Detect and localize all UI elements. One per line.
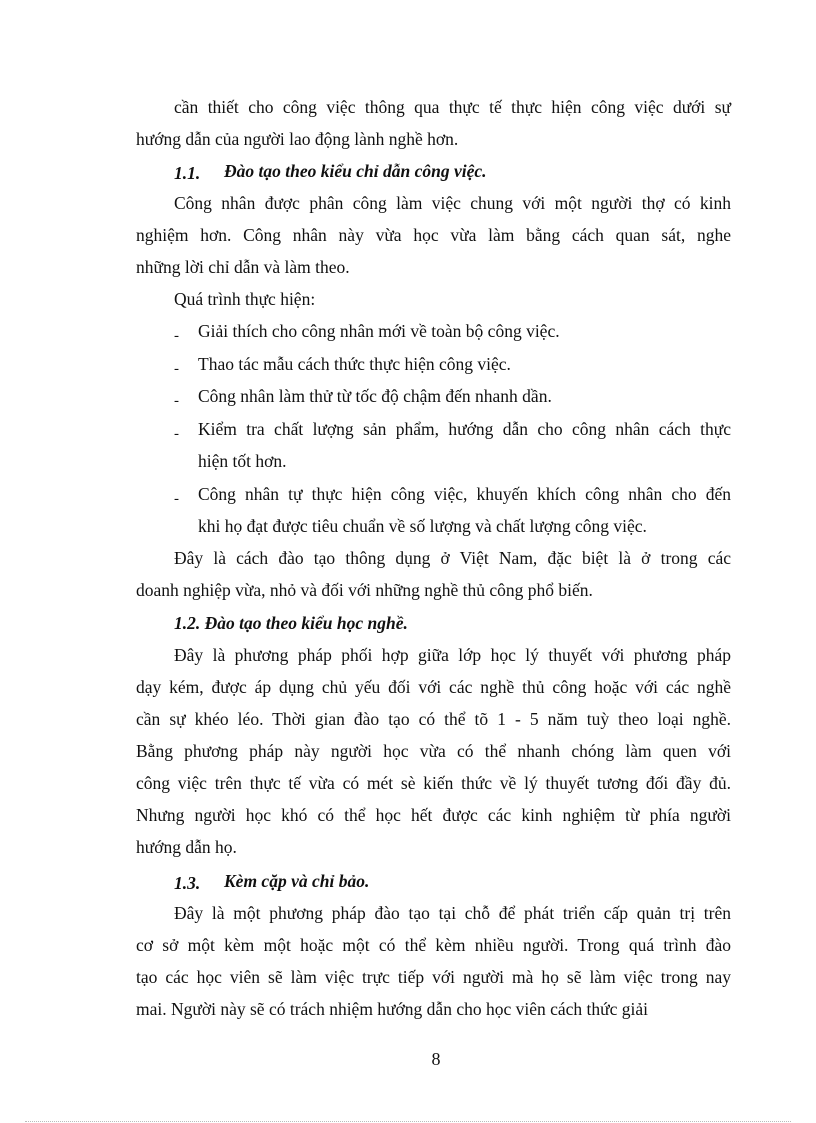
list-item-continuation: hiện tốt hơn.	[198, 451, 287, 471]
bullet-marker: -	[174, 393, 179, 409]
para-line: Bằng phương pháp này người học vừa có thể nhanh chóng làm quen với	[136, 741, 731, 761]
list-item: Công nhân tự thực hiện công việc, khuyến khích công nhân cho đến	[198, 484, 731, 504]
section-heading-title: Kèm cặp và chỉ bảo.	[224, 871, 370, 891]
para-line: doanh nghiệp vừa, nhỏ và đối với những nghề thủ công phổ biến.	[136, 580, 593, 600]
para-line: mai. Người này sẽ có trách nhiệm hướng dẫn cho học viên cách thức giải	[136, 999, 649, 1019]
para-line: Quá trình thực hiện:	[174, 289, 316, 309]
para-line: cần thiết cho công việc thông qua thực tế thực hiện công việc dưới sự	[174, 97, 731, 117]
para-line: Đây là một phương pháp đào tạo tại chỗ để phát triển cấp quản trị trên	[174, 903, 731, 923]
para-line: Nhưng người học khó có thể học hết được các kinh nghiệm từ phía người	[136, 805, 731, 825]
page-bottom-divider	[25, 1121, 791, 1122]
page-number: 8	[431, 1049, 441, 1069]
section-heading-number: 1.1.	[174, 163, 201, 183]
para-line: hướng dẫn của người lao động lành nghề hơn.	[136, 129, 459, 149]
para-line: Công nhân được phân công làm việc chung với một người thợ có kinh	[174, 193, 731, 213]
section-heading: 1.2. Đào tạo theo kiểu học nghề.	[174, 613, 408, 633]
list-item: Giải thích cho công nhân mới về toàn bộ công việc.	[198, 321, 560, 341]
list-item: Thao tác mẫu cách thức thực hiện công việc.	[198, 354, 511, 374]
para-line: những lời chỉ dẫn và làm theo.	[136, 257, 350, 277]
section-heading-title: Đào tạo theo kiểu chỉ dẫn công việc.	[224, 161, 487, 181]
bullet-marker: -	[174, 328, 179, 344]
para-line: dạy kém, được áp dụng chủ yếu đối với các nghề thủ công hoặc với các nghề	[136, 677, 731, 697]
para-line: Đây là cách đào tạo thông dụng ở Việt Nam, đặc biệt là ở trong các	[174, 548, 731, 568]
para-line: nghiệm hơn. Công nhân này vừa học vừa làm bằng cách quan sát, nghe	[136, 225, 731, 245]
para-line: cơ sở một kèm một hoặc một có thể kèm nhiều người. Trong quá trình đào	[136, 935, 731, 955]
para-line: hướng dẫn họ.	[136, 837, 237, 857]
para-line: cần sự khéo léo. Thời gian đào tạo có thể tõ 1 - 5 năm tuỳ theo loại nghề.	[136, 709, 731, 729]
list-item: Kiểm tra chất lượng sản phẩm, hướng dẫn cho công nhân cách thực	[198, 419, 731, 439]
para-line: công việc trên thực tế vừa có mét sè kiến thức về lý thuyết tương đối đầy đủ.	[136, 773, 731, 793]
bullet-marker: -	[174, 361, 179, 377]
list-item: Công nhân làm thử từ tốc độ chậm đến nhanh dần.	[198, 386, 552, 406]
section-heading-number: 1.3.	[174, 873, 201, 893]
para-line: Đây là phương pháp phối hợp giữa lớp học lý thuyết với phương pháp	[174, 645, 731, 665]
list-item-continuation: khi họ đạt được tiêu chuẩn về số lượng và chất lượng công việc.	[198, 516, 647, 536]
para-line: tạo các học viên sẽ làm việc trực tiếp với người mà họ sẽ làm việc trong nay	[136, 967, 731, 987]
bullet-marker: -	[174, 491, 179, 507]
bullet-marker: -	[174, 426, 179, 442]
